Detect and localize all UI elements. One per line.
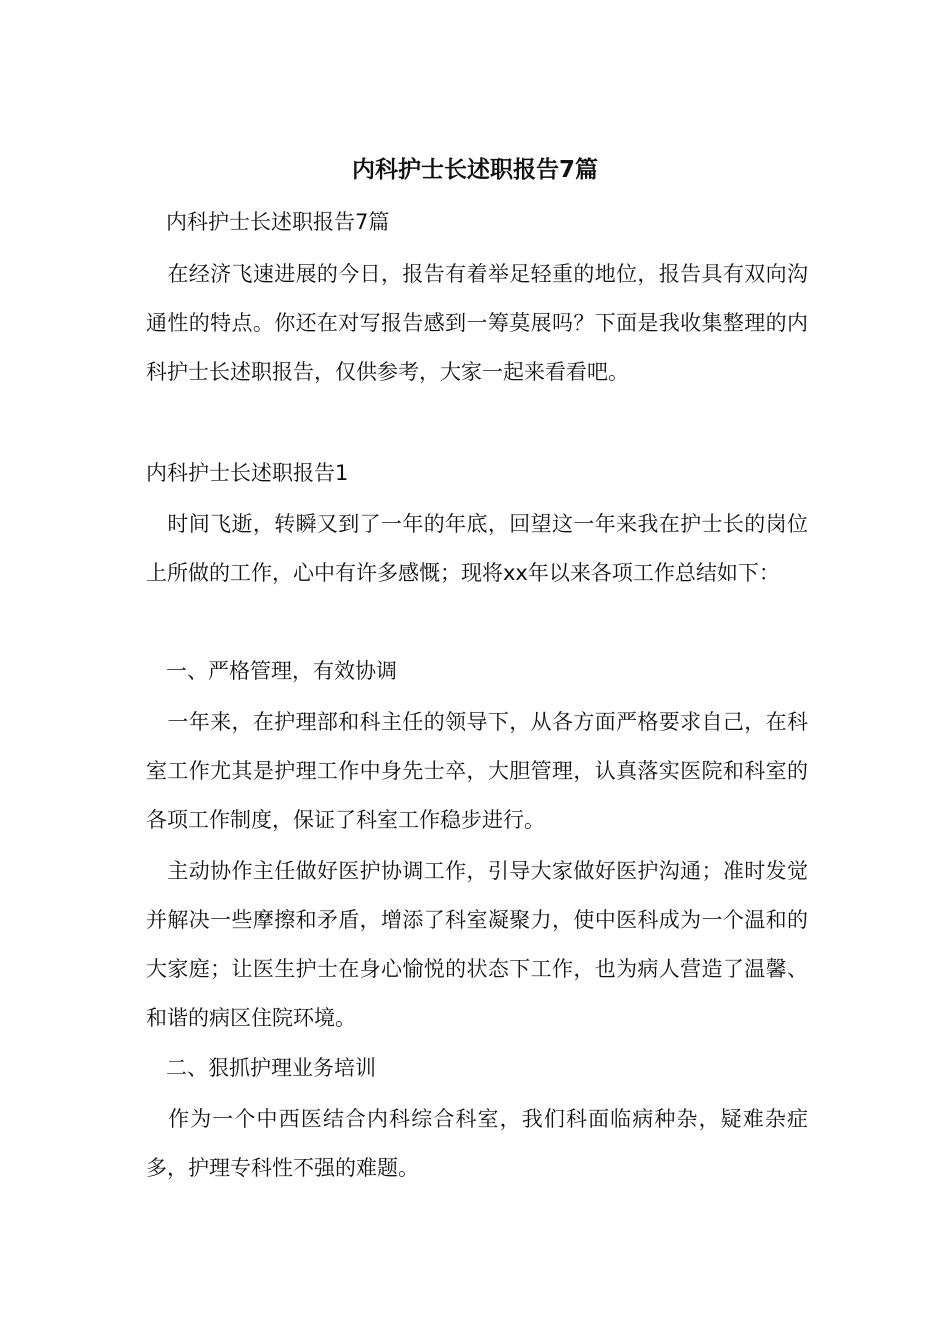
paragraph-4 xyxy=(146,1095,808,1193)
paragraph-2 xyxy=(146,698,808,845)
section-2-heading: 二、狠抓护理业务培训 xyxy=(166,1056,376,1080)
paragraph-2-text: 一年来，在护理部和科主任的领导下，从各方面严格要求自己，在科室工作尤其是护理工作中身先士卒，大胆管理，认真落实医院和科室的各项工作制度，保证了科室工作稳步进行。 xyxy=(146,710,808,832)
paragraph-3 xyxy=(146,847,808,1043)
report1-heading: 内科护士长述职报告1 xyxy=(146,461,349,485)
intro-text: 在经济飞速进展的今日，报告有着举足轻重的地位，报告具有双向沟通性的特点。你还在对写报告感到一筹莫展吗？下面是我收集整理的内科护士长述职报告，仅供参考，大家一起来看看吧。 xyxy=(146,262,808,384)
intro-paragraph xyxy=(146,250,808,397)
paragraph-1-text: 时间飞逝，转瞬又到了一年的年底，回望这一年来我在护士长的岗位上所做的工作，心中有许多感慨；现将xx年以来各项工作总结如下： xyxy=(146,512,808,585)
paragraph-3-text: 主动协作主任做好医护协调工作，引导大家做好医护沟通；准时发觉并解决一些摩擦和矛盾，增添了科室凝聚力，使中医科成为一个温和的大家庭；让医生护士在身心愉悦的状态下工作，也为病人营造了温馨、和谐的病区住院环境。 xyxy=(146,859,808,1030)
document-subtitle: 内科护士长述职报告7篇 xyxy=(166,210,390,234)
paragraph-4-text: 作为一个中西医结合内科综合科室，我们科面临病种杂，疑难杂症多，护理专科性不强的难题。 xyxy=(146,1107,808,1180)
paragraph-1 xyxy=(146,500,808,598)
document-title: 内科护士长述职报告7篇 xyxy=(351,157,598,183)
section-1-heading: 一、严格管理，有效协调 xyxy=(166,659,397,683)
